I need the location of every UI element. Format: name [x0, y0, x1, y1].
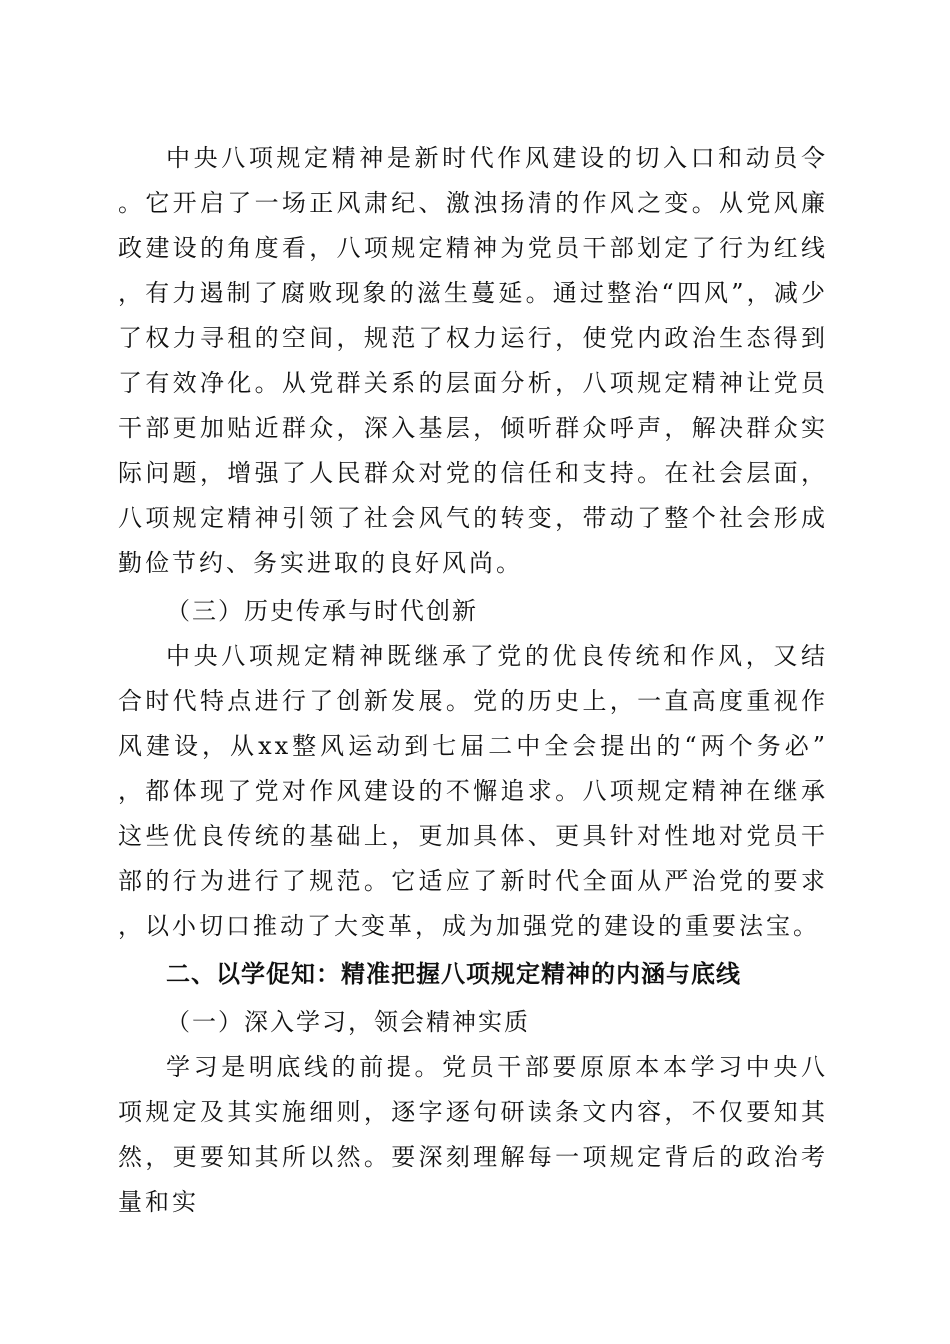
document-page — [118, 136, 828, 1225]
section-heading-learning: 二、以学促知：精准把握八项规定精神的内涵与底线 — [166, 960, 741, 988]
body-paragraph-study: 学习是明底线的前提。党员干部要原原本本学习中央八项规定及其实施细则，逐字逐句研读条文内容，不仅要知其然，更要知其所以然。要深刻理解每一项规定背后的政治考量和实 — [118, 1053, 828, 1216]
body-paragraph-history: 中央八项规定精神既继承了党的优良传统和作风，又结合时代特点进行了创新发展。党的历史上，一直高度重视作风建设，从xx整风运动到七届二中全会提出的“两个务必”，都体现了党对作风建设的不懈追求。八项规定精神在继承这些优良传统的基础上，更加具体、更具针对性地对党员干部的行为进行了规范。它适应了新时代全面从严治党的要求，以小切口推动了大变革，成为加强党的建设的重要法宝。 — [118, 642, 828, 940]
subheading-history-innovation: （三）历史传承与时代创新 — [166, 597, 478, 625]
subheading-deep-study: （一）深入学习，领会精神实质 — [166, 1008, 530, 1036]
body-paragraph-impact: 中央八项规定精神是新时代作风建设的切入口和动员令。它开启了一场正风肃纪、激浊扬清的作风之变。从党风廉政建设的角度看，八项规定精神为党员干部划定了行为红线，有力遏制了腐败现象的滋生蔓延。通过整治“四风”，减少了权力寻租的空间，规范了权力运行，使党内政治生态得到了有效净化。从党群关系的层面分析，八项规定精神让党员干部更加贴近群众，深入基层，倾听群众呼声，解决群众实际问题，增强了人民群众对党的信任和支持。在社会层面，八项规定精神引领了社会风气的转变，带动了整个社会形成勤俭节约、务实进取的良好风尚。 — [118, 144, 828, 577]
